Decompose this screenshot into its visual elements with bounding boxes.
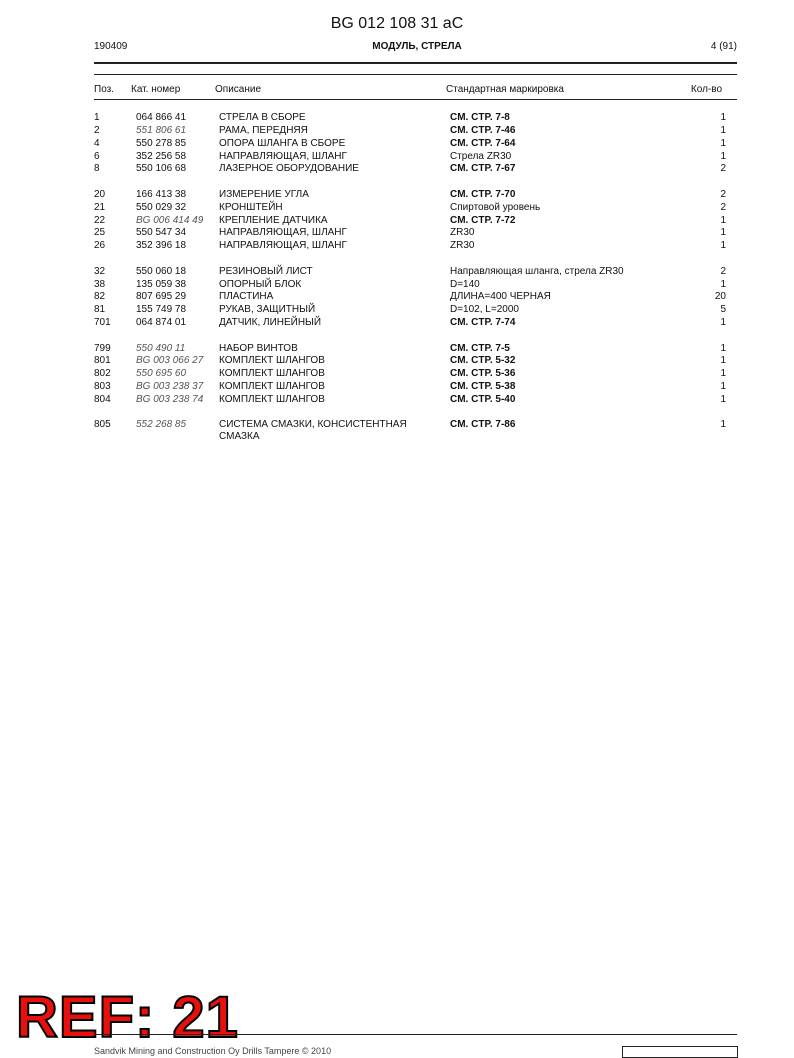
- row-standard: CM. CTP. 7-74: [450, 317, 516, 328]
- row-part-number: 807 695 29: [136, 291, 187, 302]
- column-header-pos: Поз.: [94, 84, 114, 95]
- row-pos: 82: [94, 291, 106, 302]
- row-pos: 4: [94, 138, 100, 149]
- header-rule-bottom: [94, 99, 737, 100]
- row-quantity: 1: [720, 215, 726, 226]
- row-quantity: 1: [720, 394, 726, 405]
- row-quantity: 1: [720, 112, 726, 123]
- row-pos: 32: [94, 266, 106, 277]
- row-pos: 1: [94, 112, 100, 123]
- table-row: [0, 265, 794, 278]
- doc-date: 190409: [94, 41, 128, 52]
- row-quantity: 2: [720, 266, 726, 277]
- page-number: 4 (91): [710, 41, 737, 52]
- row-description: КОМПЛЕКТ ШЛАНГОВ: [219, 368, 325, 379]
- row-description: КОМПЛЕКТ ШЛАНГОВ: [219, 355, 325, 366]
- table-row: [0, 124, 794, 137]
- row-standard: D=140: [450, 279, 480, 290]
- row-description: СТРЕЛА В СБОРЕ: [219, 112, 306, 123]
- row-quantity: 1: [720, 419, 726, 430]
- row-part-number: 550 106 68: [136, 163, 187, 174]
- row-standard: CM. CTP. 7-67: [450, 163, 516, 174]
- row-pos: 38: [94, 279, 106, 290]
- table-row: [0, 162, 794, 175]
- row-pos: 22: [94, 215, 106, 226]
- row-part-number: 352 396 18: [136, 240, 187, 251]
- row-description: РЕЗИНОВЫЙ ЛИСТ: [219, 266, 313, 277]
- table-row: [0, 239, 794, 252]
- row-part-number: 155 749 78: [136, 304, 187, 315]
- row-standard: ZR30: [450, 240, 475, 251]
- row-description: НАБОР ВИНТОВ: [219, 343, 298, 354]
- row-pos: 803: [94, 381, 111, 392]
- row-pos: 25: [94, 227, 106, 238]
- row-pos: 801: [94, 355, 111, 366]
- row-part-number: BG 006 414 49: [136, 215, 204, 226]
- row-description: ОПОРА ШЛАНГА В СБОРЕ: [219, 138, 346, 149]
- page-title: МОДУЛЬ, СТРЕЛА: [372, 41, 462, 52]
- row-standard: CM. CTP. 7-8: [450, 112, 510, 123]
- row-quantity: 1: [720, 279, 726, 290]
- row-standard: D=102, L=2000: [450, 304, 519, 315]
- row-part-number: 550 060 18: [136, 266, 187, 277]
- row-standard: Направляющая шланга, стрела ZR30: [450, 266, 624, 277]
- row-pos: 26: [94, 240, 106, 251]
- row-pos: 81: [94, 304, 106, 315]
- row-pos: 20: [94, 189, 106, 200]
- row-pos: 2: [94, 125, 100, 136]
- row-standard: CM. CTP. 7-64: [450, 138, 516, 149]
- table-row: [0, 418, 794, 431]
- row-standard: ZR30: [450, 227, 475, 238]
- row-description: ИЗМЕРЕНИЕ УГЛА: [219, 189, 309, 200]
- row-quantity: 1: [720, 368, 726, 379]
- table-row: [0, 367, 794, 380]
- row-quantity: 1: [720, 151, 726, 162]
- row-part-number: 552 268 85: [136, 419, 187, 430]
- row-pos: 804: [94, 394, 111, 405]
- row-description: НАПРАВЛЯЮЩАЯ, ШЛАНГ: [219, 151, 347, 162]
- row-part-number: 550 547 34: [136, 227, 187, 238]
- row-quantity: 1: [720, 355, 726, 366]
- row-part-number: 550 278 85: [136, 138, 187, 149]
- row-description: НАПРАВЛЯЮЩАЯ, ШЛАНГ: [219, 240, 347, 251]
- table-row: [0, 201, 794, 214]
- row-description: ОПОРНЫЙ БЛОК: [219, 279, 302, 290]
- column-header-number: Кат. номер: [131, 84, 181, 95]
- header-rule-top: [94, 62, 737, 64]
- column-header-std: Стандартная маркировка: [446, 84, 564, 95]
- row-quantity: 20: [714, 291, 726, 302]
- row-description: КОМПЛЕКТ ШЛАНГОВ: [219, 394, 325, 405]
- row-standard: CM. CTP. 7-5: [450, 343, 510, 354]
- row-part-number: BG 003 238 74: [136, 394, 204, 405]
- row-part-number: 352 256 58: [136, 151, 187, 162]
- row-standard: CM. CTP. 7-86: [450, 419, 516, 430]
- row-quantity: 5: [720, 304, 726, 315]
- row-part-number: 550 490 11: [136, 343, 186, 354]
- row-description: РАМА, ПЕРЕДНЯЯ: [219, 125, 308, 136]
- row-description: ДАТЧИК, ЛИНЕЙНЫЙ: [219, 317, 322, 328]
- row-standard: CM. CTP. 7-46: [450, 125, 516, 136]
- row-quantity: 1: [720, 317, 726, 328]
- row-quantity: 1: [720, 227, 726, 238]
- footer-box: [622, 1046, 738, 1058]
- row-quantity: 1: [720, 125, 726, 136]
- table-row: [0, 316, 794, 329]
- table-row: [0, 380, 794, 393]
- table-row: [0, 290, 794, 303]
- row-pos: 799: [94, 343, 111, 354]
- row-standard: Стрела ZR30: [450, 151, 512, 162]
- row-pos: 8: [94, 163, 100, 174]
- row-description: КРОНШТЕЙН: [219, 202, 283, 213]
- table-row: [0, 354, 794, 367]
- table-row: [0, 303, 794, 316]
- row-part-number: 166 413 38: [136, 189, 187, 200]
- row-description: СИСТЕМА СМАЗКИ, КОНСИСТЕНТНАЯ: [219, 419, 407, 430]
- row-part-number: 550 695 60: [136, 368, 187, 379]
- row-description: КОМПЛЕКТ ШЛАНГОВ: [219, 381, 325, 392]
- row-standard: Спиртовой уровень: [450, 202, 541, 213]
- table-row: [0, 393, 794, 406]
- row-part-number: BG 003 066 27: [136, 355, 204, 366]
- row-part-number: 550 029 32: [136, 202, 187, 213]
- table-row: [0, 137, 794, 150]
- row-standard: CM. CTP. 5-38: [450, 381, 516, 392]
- row-pos: 6: [94, 151, 100, 162]
- doc-number: BG 012 108 31 aC: [330, 15, 464, 32]
- row-pos: 805: [94, 419, 111, 430]
- row-description: ЛАЗЕРНОЕ ОБОРУДОВАНИЕ: [219, 163, 359, 174]
- row-description: ПЛАСТИНА: [219, 291, 274, 302]
- row-standard: CM. CTP. 7-70: [450, 189, 516, 200]
- row-description: РУКАВ, ЗАЩИТНЫЙ: [219, 304, 316, 315]
- column-header-desc: Описание: [215, 84, 262, 95]
- footer-copyright: Sandvik Mining and Construction Oy Drills Tampere © 2010: [94, 1046, 332, 1056]
- row-part-number: 064 874 01: [136, 317, 187, 328]
- row-quantity: 1: [720, 381, 726, 392]
- column-header-qty: Кол-во: [690, 84, 722, 95]
- footer-rule: [94, 1034, 737, 1035]
- row-quantity: 1: [720, 138, 726, 149]
- row-standard: ДЛИНА=400 ЧЕРНАЯ: [450, 291, 551, 302]
- row-quantity: 1: [720, 343, 726, 354]
- row-quantity: 2: [720, 163, 726, 174]
- header-rule-mid: [94, 74, 737, 75]
- table-row: [0, 188, 794, 201]
- table-row: [0, 111, 794, 124]
- row-quantity: 2: [720, 202, 726, 213]
- row-pos: 21: [94, 202, 106, 213]
- row-description: НАПРАВЛЯЮЩАЯ, ШЛАНГ: [219, 227, 347, 238]
- row-pos: 701: [94, 317, 111, 328]
- row-standard: CM. CTP. 7-72: [450, 215, 516, 226]
- row-part-number: 135 059 38: [136, 279, 187, 290]
- row-quantity: 2: [720, 189, 726, 200]
- row-standard: CM. CTP. 5-36: [450, 368, 516, 379]
- row-part-number: BG 003 238 37: [136, 381, 204, 392]
- table-row: [0, 226, 794, 239]
- row-part-number: 064 866 41: [136, 112, 187, 123]
- row-description-continued: СМАЗКА: [219, 431, 260, 442]
- row-quantity: 1: [720, 240, 726, 251]
- row-pos: 802: [94, 368, 111, 379]
- ref-mark: REF: 21: [16, 985, 239, 1050]
- row-part-number: 551 806 61: [136, 125, 187, 136]
- row-standard: CM. CTP. 5-32: [450, 355, 516, 366]
- row-description: КРЕПЛЕНИЕ ДАТЧИКА: [219, 215, 328, 226]
- row-standard: CM. CTP. 5-40: [450, 394, 516, 405]
